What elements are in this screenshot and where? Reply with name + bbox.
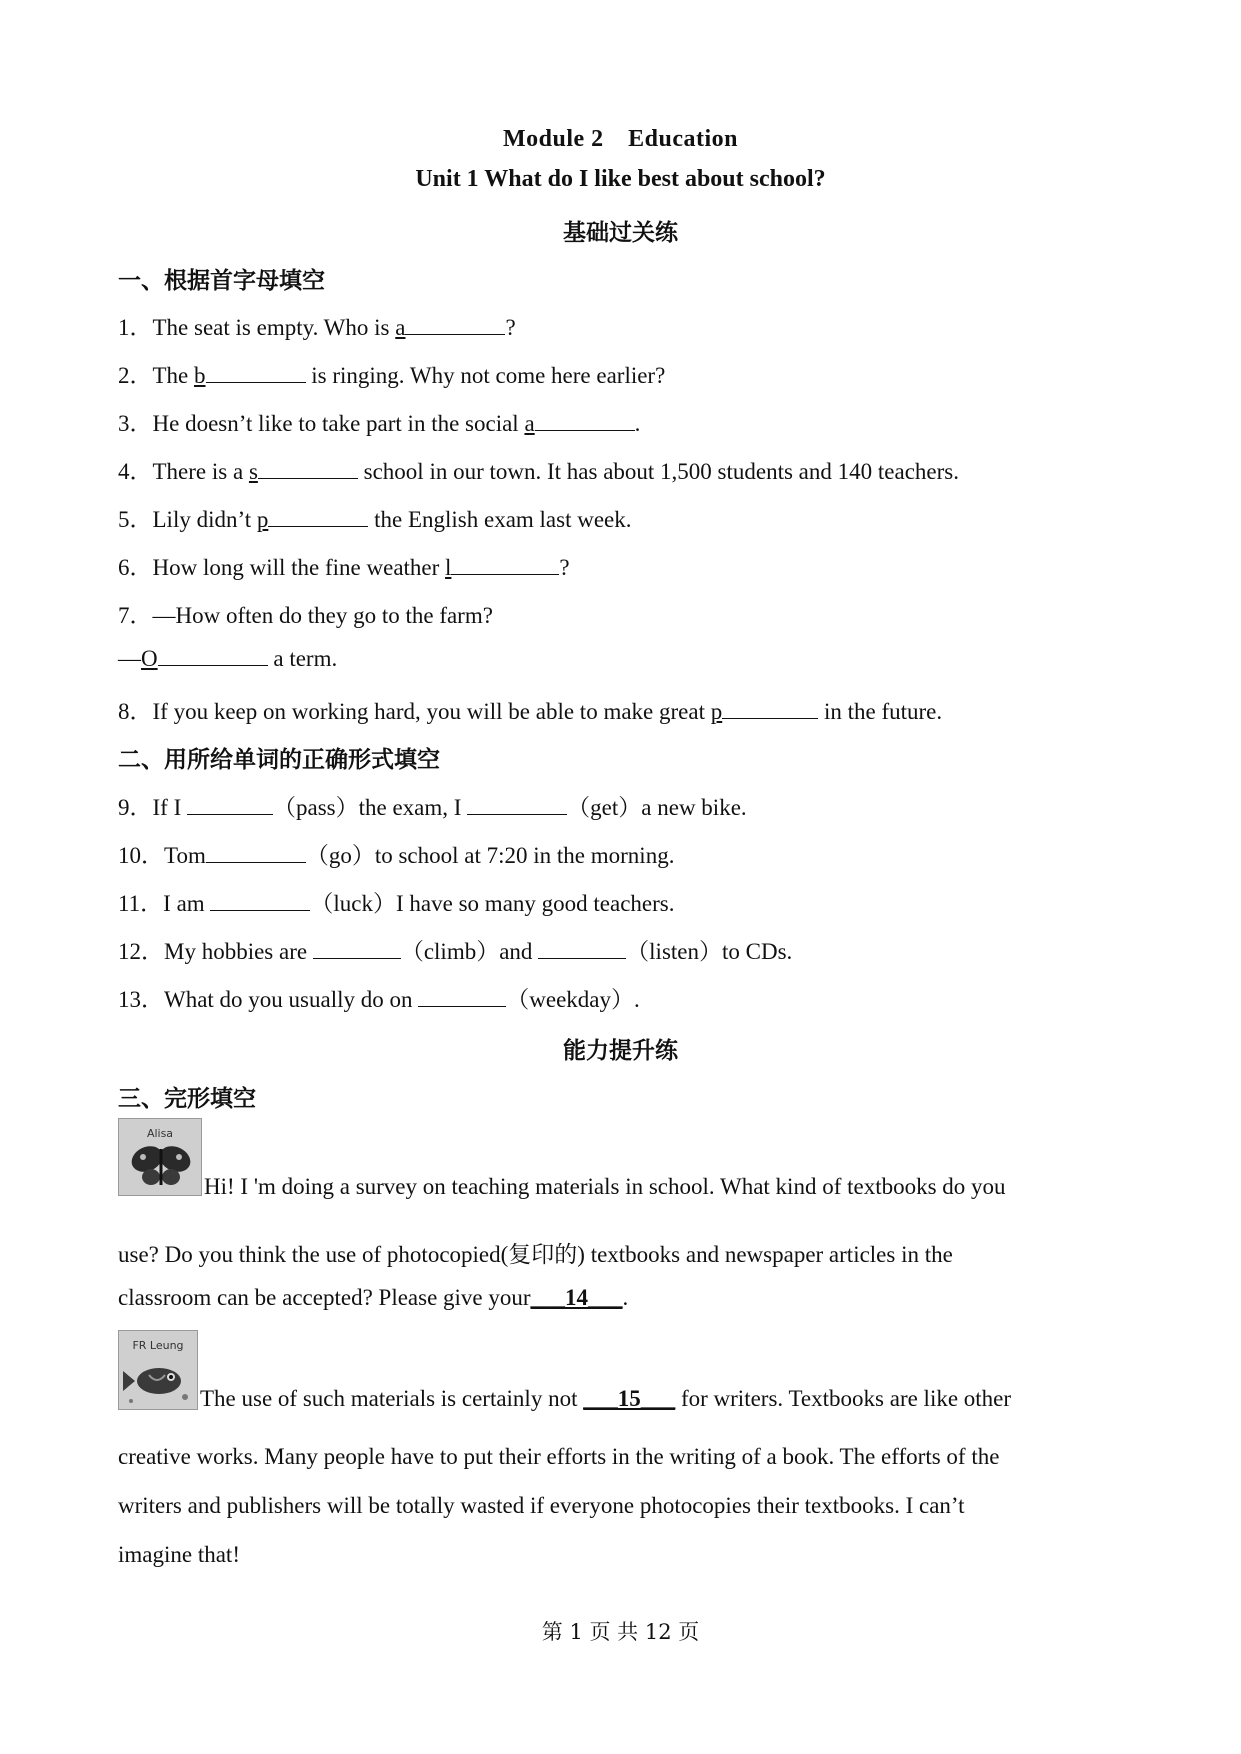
- paragraph-2-line-1: The use of such materials is certainly not ___15___ for writers. Textbooks are like other: [200, 1386, 1012, 1411]
- unit-title: Unit 1 What do I like best about school?: [415, 166, 826, 192]
- question-number: 3．: [118, 411, 153, 436]
- initial-letter: a: [395, 315, 406, 340]
- section-advanced-title: 能力提升练: [563, 1038, 678, 1064]
- answer-blank[interactable]: [210, 890, 310, 911]
- question-5: 5．Lily didn’t p the English exam last week.: [118, 507, 632, 532]
- part3-heading: 三、完形填空: [118, 1086, 256, 1112]
- answer-blank[interactable]: [187, 794, 273, 815]
- question-13: 13．What do you usually do on （weekday）.: [118, 987, 640, 1012]
- question-number: 6．: [118, 555, 153, 580]
- question-12: 12．My hobbies are （climb）and （listen）to CDs.: [118, 939, 793, 964]
- answer-blank[interactable]: [467, 794, 567, 815]
- question-11: 11．I am （luck）I have so many good teachers.: [118, 891, 675, 916]
- answer-blank[interactable]: [158, 645, 268, 666]
- answer-blank[interactable]: [535, 410, 635, 431]
- avatar-alisa: [118, 1118, 202, 1196]
- fish-icon: [119, 1331, 199, 1411]
- initial-letter: s: [248, 459, 258, 484]
- question-2: 2．The b is ringing. Why not come here earlier?: [118, 363, 666, 388]
- answer-blank[interactable]: [313, 938, 401, 959]
- question-number: 1．: [118, 315, 153, 340]
- paragraph-2-line-3: writers and publishers will be totally wasted if everyone photocopies their textbooks. I can’t: [118, 1493, 965, 1518]
- paragraph-2-line-4: imagine that!: [118, 1542, 240, 1567]
- question-number: 12．: [118, 939, 164, 964]
- answer-blank[interactable]: [418, 986, 506, 1007]
- answer-blank[interactable]: [206, 842, 306, 863]
- initial-letter: l: [445, 555, 452, 580]
- question-6: 6．How long will the fine weather l ?: [118, 555, 570, 580]
- question-3: 3．He doesn’t like to take part in the social a .: [118, 411, 641, 436]
- question-8: 8．If you keep on working hard, you will be able to make great p in the future.: [118, 699, 943, 724]
- answer-blank[interactable]: [268, 506, 368, 527]
- avatar-label: FR Leung: [132, 1339, 184, 1352]
- question-number: 11．: [118, 891, 164, 916]
- avatar-fr-leung: [118, 1330, 198, 1410]
- question-7: 7．—How often do they go to the farm?: [118, 603, 493, 628]
- module-title: Module 2 Education: [502, 126, 739, 152]
- initial-letter: p: [710, 699, 723, 724]
- question-number: 9．: [118, 795, 153, 820]
- initial-letter: O: [141, 646, 158, 671]
- answer-blank[interactable]: [538, 938, 626, 959]
- answer-blank[interactable]: [206, 362, 306, 383]
- question-10: 10．Tom （go）to school at 7:20 in the morning.: [118, 843, 675, 868]
- question-7-answer-line: —O a term.: [118, 646, 338, 671]
- answer-blank[interactable]: [722, 698, 818, 719]
- cloze-blank-15[interactable]: ___15___: [583, 1386, 676, 1411]
- paragraph-1-line-2: use? Do you think the use of photocopied(复印的) textbooks and newspaper articles in the: [118, 1242, 953, 1267]
- answer-blank[interactable]: [451, 554, 559, 575]
- avatar-label: Alisa: [146, 1127, 174, 1140]
- question-number: 13．: [118, 987, 164, 1012]
- question-number: 2．: [118, 363, 153, 388]
- question-4: 4．There is a s school in our town. It has about 1,500 students and 140 teachers.: [118, 459, 959, 484]
- butterfly-icon: [119, 1119, 203, 1197]
- section-basic-title: 基础过关练: [563, 220, 678, 246]
- page-footer: 第 1 页 共 12 页: [541, 1620, 700, 1644]
- paragraph-1-line-3: classroom can be accepted? Please give your___14___.: [118, 1285, 629, 1310]
- answer-blank[interactable]: [405, 314, 505, 335]
- cloze-blank-14[interactable]: ___14___: [530, 1285, 623, 1310]
- initial-letter: p: [256, 507, 269, 532]
- question-9: 9．If I （pass）the exam, I （get）a new bike.: [118, 795, 747, 820]
- paragraph-1-line-1: Hi! I 'm doing a survey on teaching materials in school. What kind of textbooks do you: [204, 1174, 1006, 1199]
- paragraph-2-line-2: creative works. Many people have to put their efforts in the writing of a book. The efforts of the: [118, 1444, 1000, 1469]
- question-number: 5．: [118, 507, 153, 532]
- initial-letter: b: [194, 363, 206, 388]
- initial-letter: a: [524, 411, 535, 436]
- question-number: 10．: [118, 843, 164, 868]
- answer-blank[interactable]: [258, 458, 358, 479]
- question-number: 8．: [118, 699, 153, 724]
- part2-heading: 二、用所给单词的正确形式填空: [118, 747, 440, 773]
- question-1: 1．The seat is empty. Who is a ?: [118, 315, 516, 340]
- question-number: 7．: [118, 603, 153, 628]
- question-number: 4．: [118, 459, 153, 484]
- part1-heading: 一、根据首字母填空: [118, 268, 325, 294]
